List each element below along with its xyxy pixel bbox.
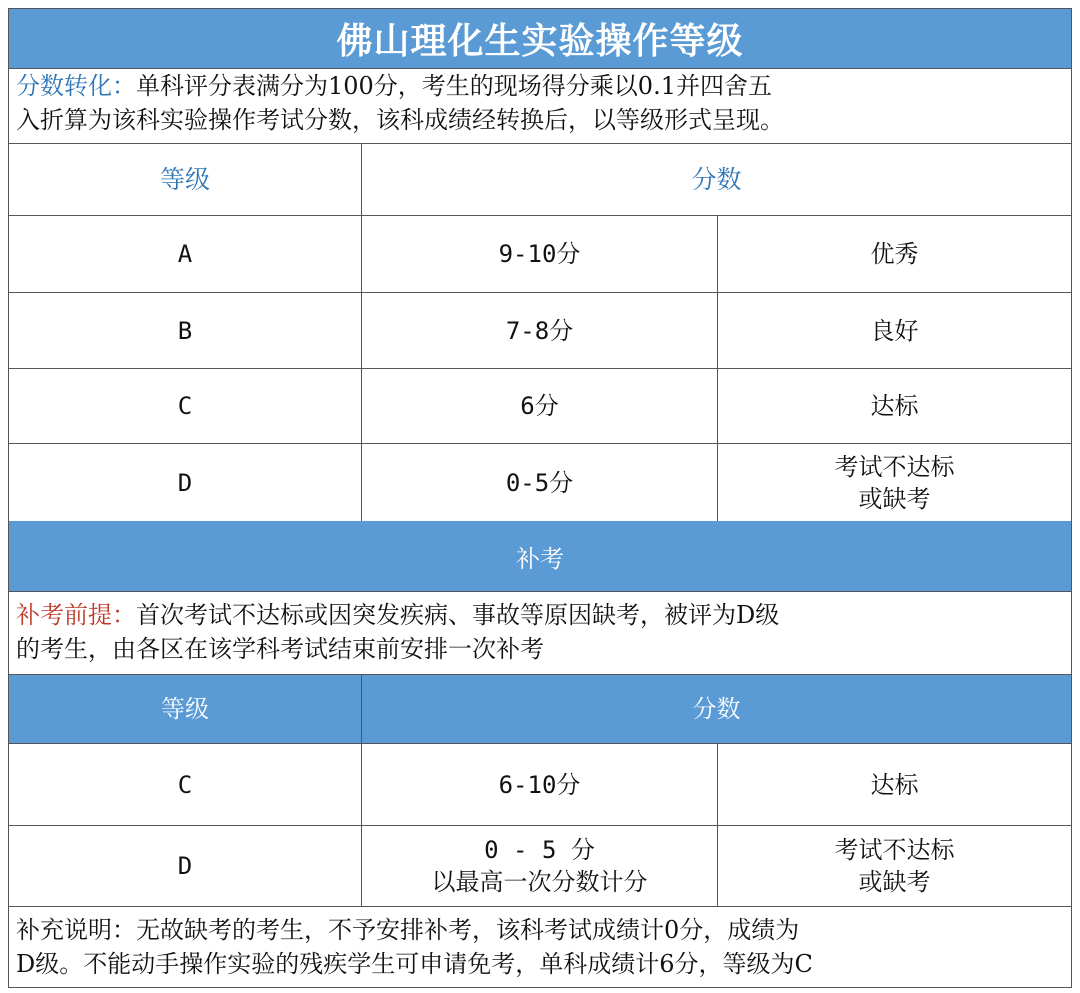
- makeup-premise-text: [16, 598, 1066, 666]
- desc-line: 或缺考: [858, 484, 931, 513]
- desc-cell: [718, 369, 1071, 443]
- score-cell: 0-5分: [505, 468, 574, 497]
- table2-header-score: 分数: [692, 695, 741, 723]
- grade-cell: B: [177, 316, 193, 345]
- desc-cell: [718, 826, 1071, 906]
- desc-line: 或缺考: [858, 868, 931, 896]
- desc-cell: [718, 216, 1071, 292]
- desc-cell: [718, 444, 1071, 521]
- score-cell: 9-10分: [498, 240, 581, 268]
- score-line: 以最高一次分数计分: [431, 868, 648, 896]
- grade-cell: D: [177, 468, 193, 497]
- table1-header-grade: 等级: [159, 164, 210, 194]
- score-cell: [362, 826, 717, 906]
- table2-header-grade: 等级: [161, 695, 209, 723]
- score-cell: [362, 744, 717, 825]
- score-conversion-text: [16, 69, 1066, 137]
- score-conversion-line2: 入折算为该科实验操作考试分数，该科成绩经转换后，以等级形式呈现。: [16, 106, 784, 134]
- supplement-line1: 补充说明：无故缺考的考生，不予安排补考，该科考试成绩计0分，成绩为: [16, 916, 800, 944]
- desc-line: 考试不达标: [834, 836, 955, 864]
- desc-line: 达标: [870, 770, 919, 799]
- desc-line: 良好: [870, 316, 919, 345]
- table1-header-score: 分数: [691, 164, 742, 194]
- supplement-line2: D级。不能动手操作实验的残疾学生可申请免考，单科成绩计6分，等级为C: [16, 950, 813, 978]
- divider: [9, 906, 1071, 907]
- supplement-text: [16, 913, 1066, 981]
- score-cell: 6分: [520, 392, 559, 420]
- makeup-premise-line2: 的考生，由各区在该学科考试结束前安排一次补考: [16, 635, 544, 663]
- desc-line: 达标: [870, 392, 919, 420]
- makeup-band: 补考: [9, 521, 1071, 592]
- makeup-premise-line1: 首次考试不达标或因突发疾病、事故等原因缺考，被评为D级: [136, 601, 780, 629]
- grade-cell: D: [177, 852, 193, 880]
- score-conversion-line1: 单科评分表满分为100分，考生的现场得分乘以0.1并四舍五: [136, 72, 772, 100]
- score-line: 6-10分: [498, 770, 581, 799]
- grade-cell: C: [177, 392, 193, 420]
- grade-cell: A: [177, 240, 193, 268]
- desc-line: 考试不达标: [834, 452, 955, 481]
- desc-line: 优秀: [870, 240, 919, 268]
- makeup-premise-lead: 补考前提：: [16, 601, 136, 629]
- score-line: 0 - 5 分: [484, 836, 595, 864]
- score-cell: 7-8分: [505, 316, 574, 345]
- score-conversion-lead: 分数转化：: [16, 72, 136, 100]
- desc-cell: [718, 293, 1071, 368]
- grade-cell: C: [177, 770, 193, 799]
- page-title: 佛山理化生实验操作等级: [9, 9, 1071, 69]
- desc-cell: [718, 744, 1071, 825]
- table2-header-row: [9, 675, 1071, 743]
